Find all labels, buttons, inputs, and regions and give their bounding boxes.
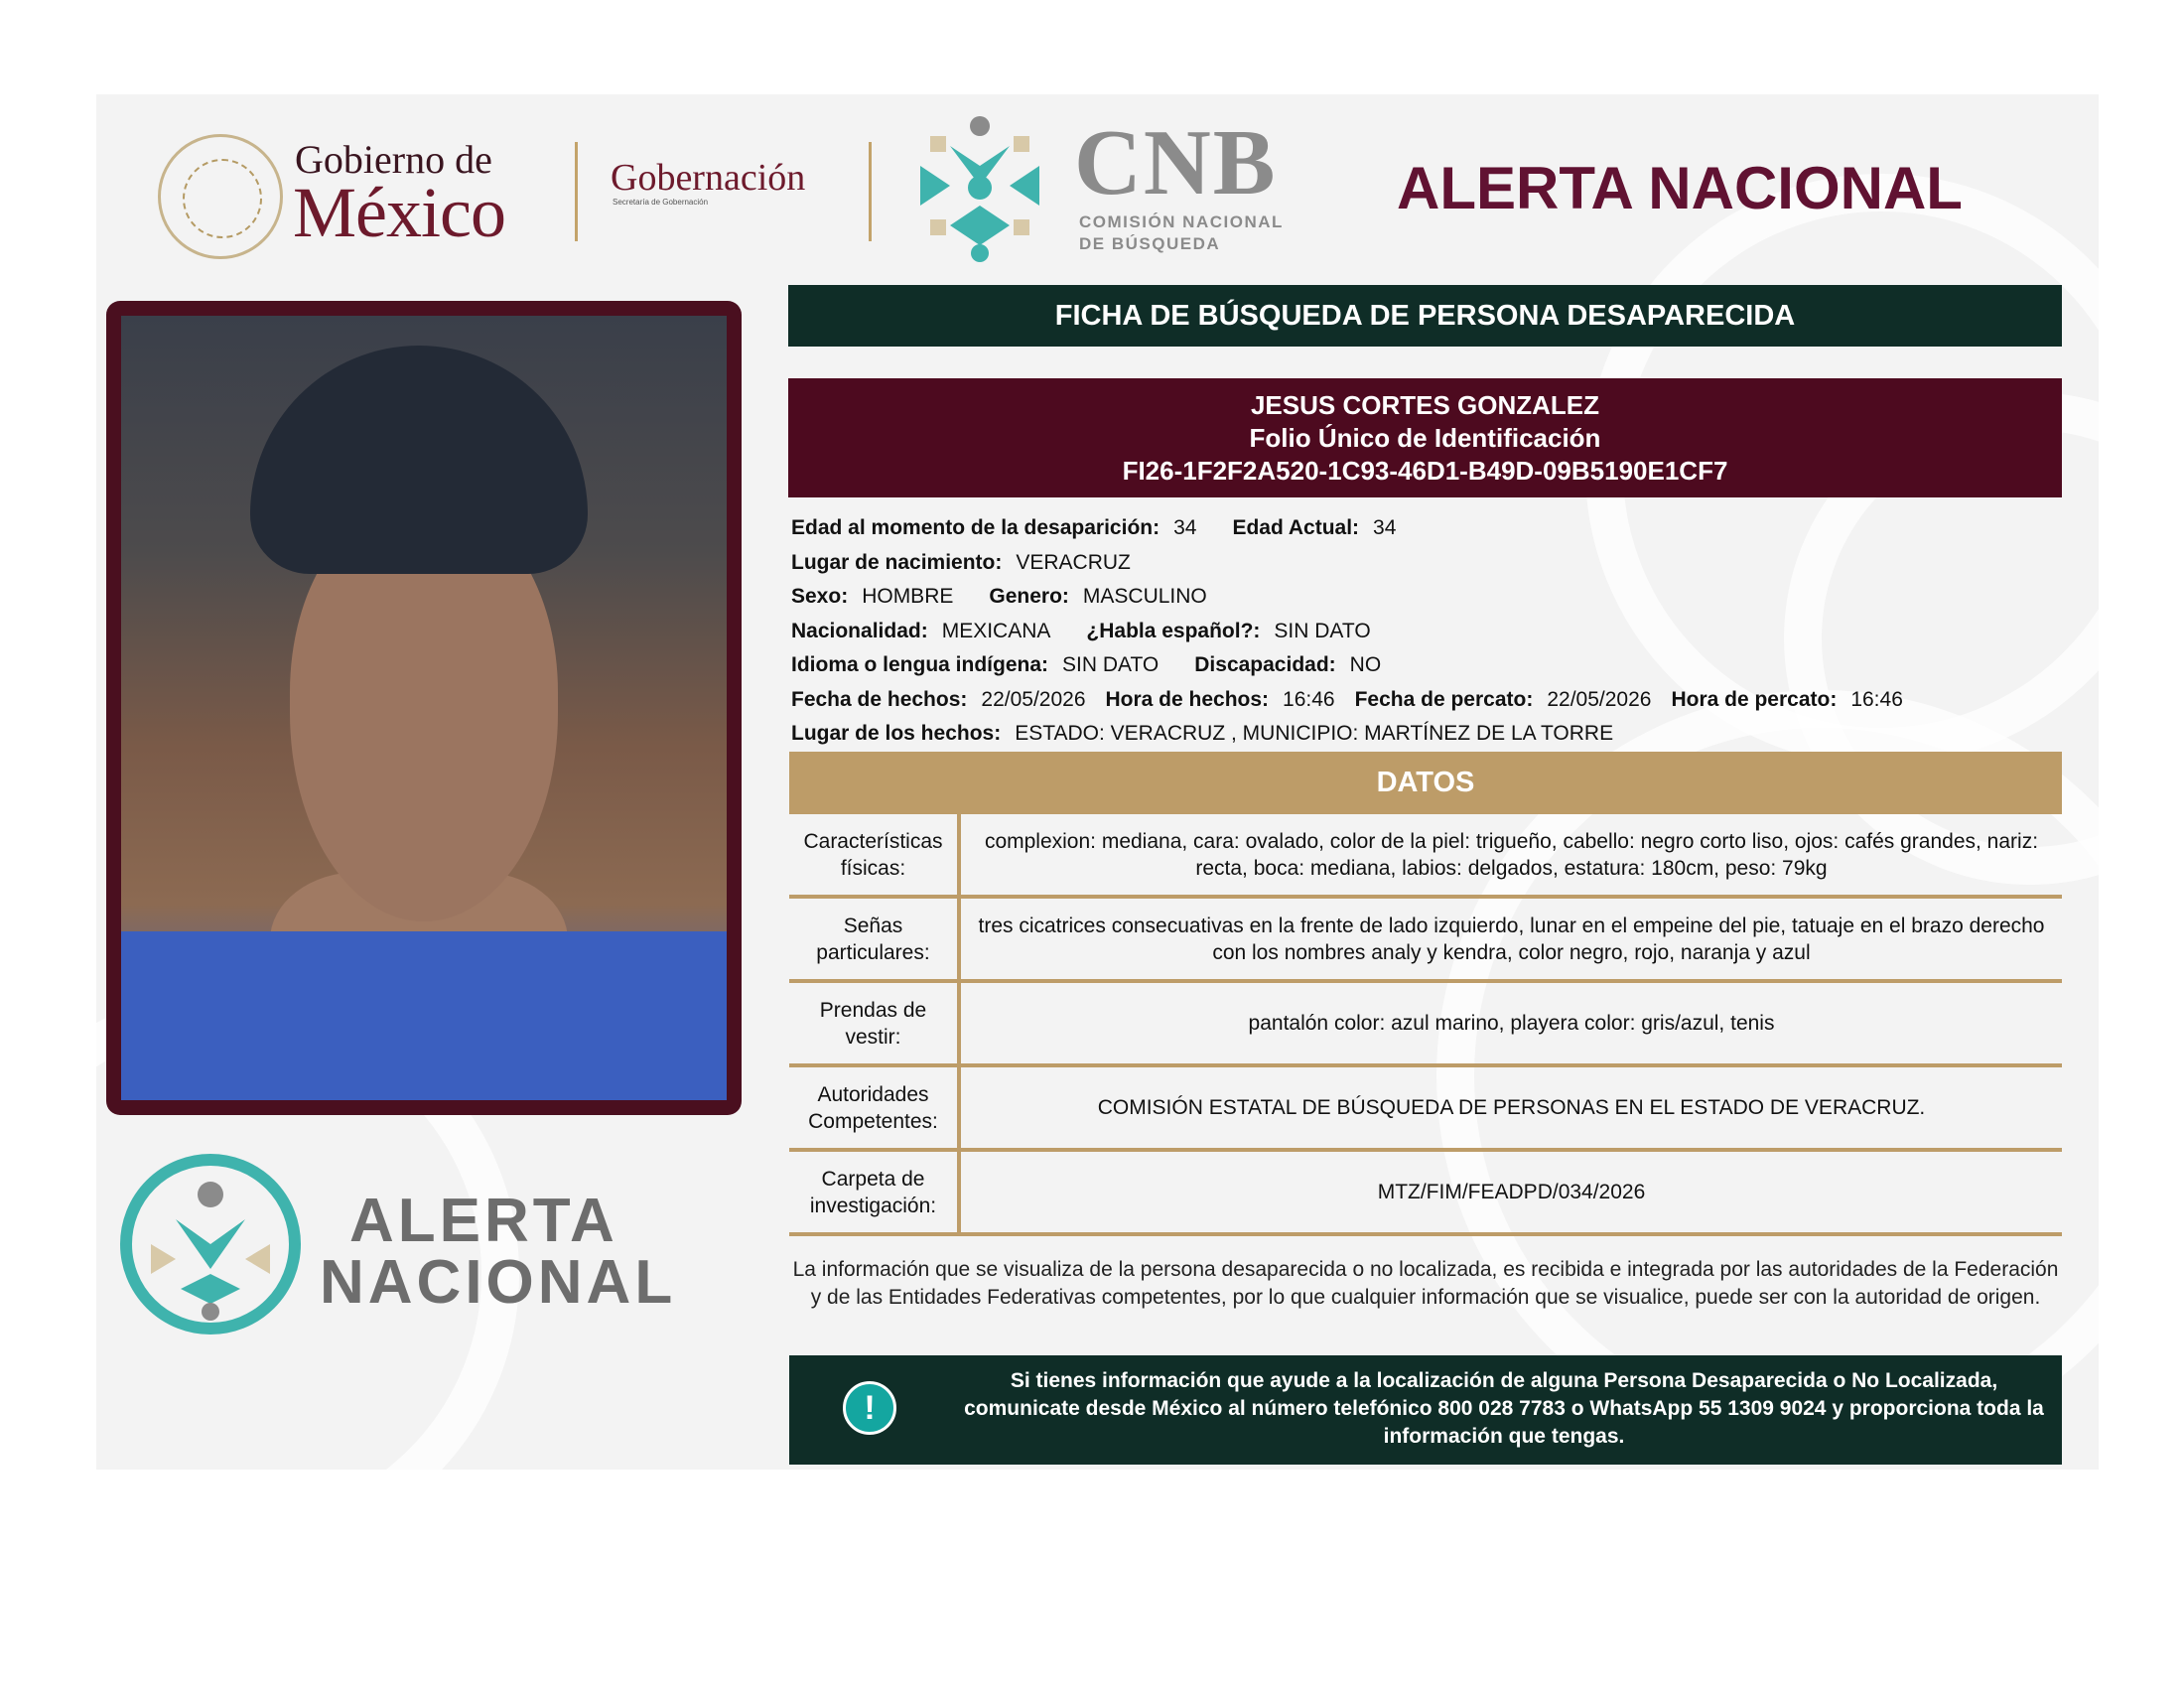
field-value: SIN DATO bbox=[1062, 653, 1160, 676]
header bbox=[96, 94, 2099, 283]
row-label: Señas particulares: bbox=[789, 899, 961, 979]
row-value: complexion: mediana, cara: ovalado, color de la piel: trigueño, cabello: negro corto liso, ojos: cafés grandes, nariz: recta, boca: mediana, labios: delgados, estatura: 180cm, peso: 79kg bbox=[984, 829, 2039, 880]
field-value: MASCULINO bbox=[1082, 585, 1207, 608]
info-row bbox=[791, 648, 2072, 683]
row-label: Características físicas: bbox=[789, 814, 961, 895]
photo-frame bbox=[106, 301, 742, 1115]
field-label: Hora de percato: bbox=[1671, 687, 1838, 711]
table-row bbox=[789, 983, 2062, 1067]
row-value: tres cicatrices consecuativas en la frente de lado izquierdo, lunar en el empeine del pie, tatuaje en el brazo derecho con los nombres analy y kendra, color negro, rojo, naranja y azul bbox=[978, 914, 2045, 964]
field-label: Sexo: bbox=[791, 585, 849, 608]
table-row bbox=[789, 899, 2062, 983]
table-row bbox=[789, 814, 2062, 899]
disclaimer-text: La información que se visualiza de la persona desaparecida o no localizada, es recibida e integrada por las autoridades de la Federación y de las Entidades Federativas competentes, por lo que cualquier información que se visualice, puede ser con la autoridad de origen. bbox=[792, 1258, 2059, 1309]
field-label: Edad al momento de la desaparición: bbox=[791, 516, 1160, 539]
field-value: VERACRUZ bbox=[1016, 550, 1131, 574]
datos-table bbox=[789, 814, 2062, 1236]
folio-label: Folio Único de Identificación bbox=[1249, 422, 1601, 453]
row-value: MTZ/FIM/FEADPD/034/2026 bbox=[1377, 1181, 1646, 1203]
info-row bbox=[791, 580, 2072, 615]
row-label: Prendas de vestir: bbox=[789, 983, 961, 1063]
info-row bbox=[791, 615, 2072, 649]
folio-value: FI26-1F2F2A520-1C93-46D1-B49D-09B5190E1CF7 bbox=[1122, 455, 1728, 486]
info-row bbox=[791, 717, 2072, 752]
datos-header: DATOS bbox=[789, 752, 2062, 814]
alert-title: ALERTA NACIONAL bbox=[1397, 155, 1963, 221]
contact-banner bbox=[789, 1355, 2062, 1465]
field-value: NO bbox=[1349, 653, 1382, 676]
field-value: 16:46 bbox=[1283, 687, 1335, 711]
field-label: Edad Actual: bbox=[1232, 516, 1360, 539]
person-banner bbox=[788, 378, 2062, 497]
field-label: Fecha de percato: bbox=[1354, 687, 1534, 711]
field-label: Idioma o lengua indígena: bbox=[791, 653, 1049, 676]
row-value: COMISIÓN ESTATAL DE BÚSQUEDA DE PERSONAS EN EL ESTADO DE VERACRUZ. bbox=[1097, 1096, 1926, 1119]
field-label: Lugar de los hechos: bbox=[791, 722, 1002, 745]
gobierno-label: Gobierno de bbox=[295, 137, 492, 182]
cnb-subtitle: COMISIÓN NACIONAL DE BÚSQUEDA bbox=[1079, 212, 1284, 253]
mexico-seal-icon bbox=[158, 134, 283, 259]
gobernacion-label: Gobernación bbox=[611, 157, 806, 199]
field-label: Hora de hechos: bbox=[1105, 687, 1270, 711]
field-value: 22/05/2026 bbox=[1547, 687, 1652, 711]
info-row bbox=[791, 546, 2072, 581]
nacional-word: NACIONAL bbox=[320, 1248, 677, 1317]
contact-message: Si tienes información que ayude a la localización de alguna Persona Desaparecida o No Localizada, comunicate desde México al número telefónico 800 028 7783 o WhatsApp 55 1309 9024 y proporciona toda la información que tengas. bbox=[964, 1369, 2044, 1448]
info-row bbox=[791, 683, 2072, 718]
field-value: ESTADO: VERACRUZ , MUNICIPIO: MARTÍNEZ DE LA TORRE bbox=[1015, 722, 1614, 745]
field-label: Genero: bbox=[989, 585, 1069, 608]
field-label: ¿Habla español?: bbox=[1086, 619, 1261, 642]
row-value: pantalón color: azul marino, playera color: gris/azul, tenis bbox=[1248, 1012, 1775, 1035]
mexico-label: México bbox=[293, 173, 505, 252]
field-value: 34 bbox=[1173, 516, 1197, 539]
field-value: 16:46 bbox=[1850, 687, 1903, 711]
alerta-nacional-wordmark bbox=[320, 1187, 677, 1317]
field-label: Lugar de nacimiento: bbox=[791, 550, 1003, 574]
alert-sheet bbox=[96, 94, 2099, 1470]
field-value: MEXICANA bbox=[941, 619, 1051, 642]
field-label: Fecha de hechos: bbox=[791, 687, 968, 711]
field-value: 22/05/2026 bbox=[981, 687, 1086, 711]
exclamation-icon: ! bbox=[843, 1381, 896, 1435]
row-label: Carpeta de investigación: bbox=[789, 1152, 961, 1232]
person-name: JESUS CORTES GONZALEZ bbox=[1250, 389, 1600, 420]
divider bbox=[869, 142, 872, 241]
divider bbox=[575, 142, 578, 241]
alerta-nacional-logo-icon bbox=[116, 1150, 305, 1338]
field-label: Discapacidad: bbox=[1194, 653, 1336, 676]
cnb-logo-icon bbox=[900, 106, 1059, 265]
field-label: Nacionalidad: bbox=[791, 619, 928, 642]
cnb-label: CNB bbox=[1074, 111, 1278, 214]
table-row bbox=[789, 1067, 2062, 1152]
person-info bbox=[791, 511, 2072, 752]
field-value: HOMBRE bbox=[862, 585, 954, 608]
row-label: Autoridades Competentes: bbox=[789, 1067, 961, 1148]
info-row bbox=[791, 511, 2072, 546]
missing-person-photo bbox=[121, 316, 727, 1100]
field-value: SIN DATO bbox=[1274, 619, 1371, 642]
table-row bbox=[789, 1152, 2062, 1236]
gobernacion-sub: Secretaría de Gobernación bbox=[613, 198, 709, 207]
ficha-title: FICHA DE BÚSQUEDA DE PERSONA DESAPARECIDA bbox=[788, 285, 2062, 347]
field-value: 34 bbox=[1373, 516, 1397, 539]
alerta-word: ALERTA bbox=[349, 1187, 618, 1255]
